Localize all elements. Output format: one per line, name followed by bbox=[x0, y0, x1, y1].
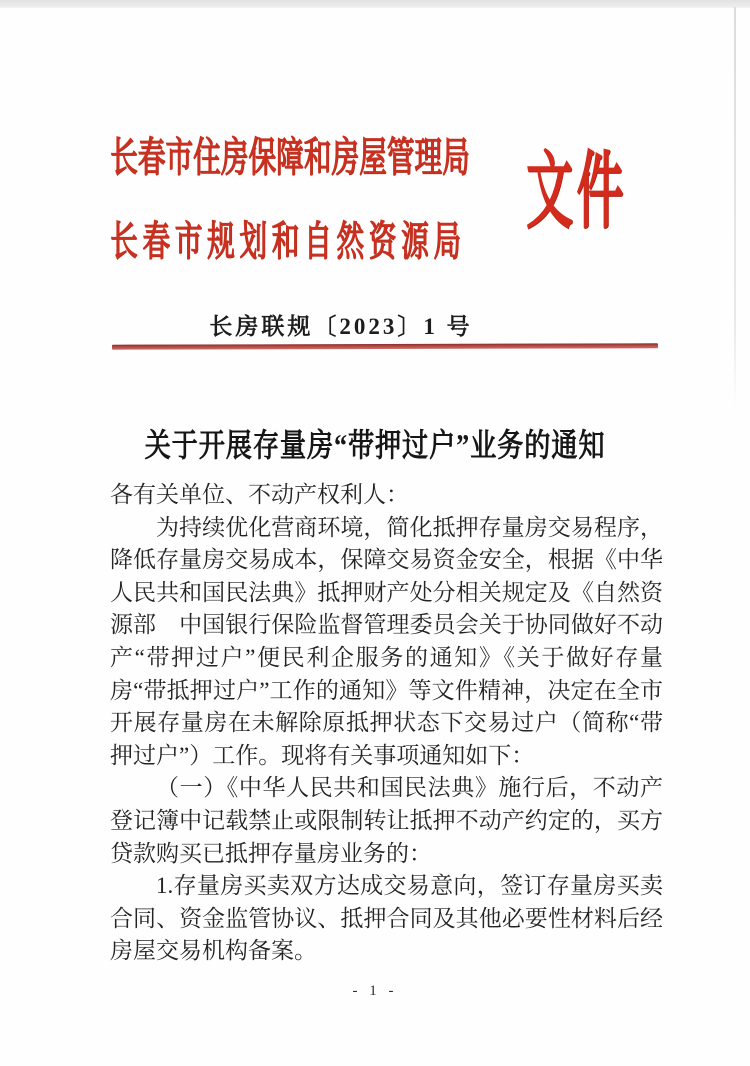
document-title: 关于开展存量房“带押过户”业务的通知 bbox=[144, 427, 606, 463]
letterhead bbox=[110, 132, 470, 266]
page-edge-shadow bbox=[734, 7, 736, 407]
document-body bbox=[110, 479, 663, 968]
agency-name-line2: 长春市规划和自然资源局 bbox=[110, 218, 461, 264]
body-paragraph-2: （一）《中华人民共和国民法典》施行后，不动产登记簿中记载禁止或限制转让抵押不动产约定的，买方贷款购买已抵押存量房业务的： bbox=[110, 775, 663, 866]
document-type-label: 文件 bbox=[526, 146, 627, 239]
document-number: 长房联规〔2023〕1 号 bbox=[209, 314, 473, 339]
scan-top-edge bbox=[0, 0, 750, 8]
agency-name-line1: 长春市住房保障和房屋管理局 bbox=[110, 134, 470, 180]
salutation: 各有关单位、不动产权利人： bbox=[110, 482, 409, 507]
body-paragraph-3: 1.存量房买卖双方达成交易意向，签订存量房买卖合同、资金监管协议、抵押合同及其他必要性材料后经房屋交易机构备案。 bbox=[110, 873, 663, 964]
red-divider-line bbox=[112, 343, 658, 349]
page-number: - 1 - bbox=[352, 983, 398, 999]
body-paragraph-1: 为持续优化营商环境，简化抵押存量房交易程序，降低存量房交易成本，保障交易资金安全，根据《中华人民共和国民法典》抵押财产处分相关规定及《自然资源部 中国银行保险监督管理委员会关于协同做好不动产“带押过户”便民利企服务的通知》《关于做好存量房“带抵押过户”工作的通知》等文件精神，决定在全市开展存量房在未解除原抵押状态下交易过户（简称“带押过户”）工作。现将有关事项通知如下： bbox=[110, 514, 663, 768]
